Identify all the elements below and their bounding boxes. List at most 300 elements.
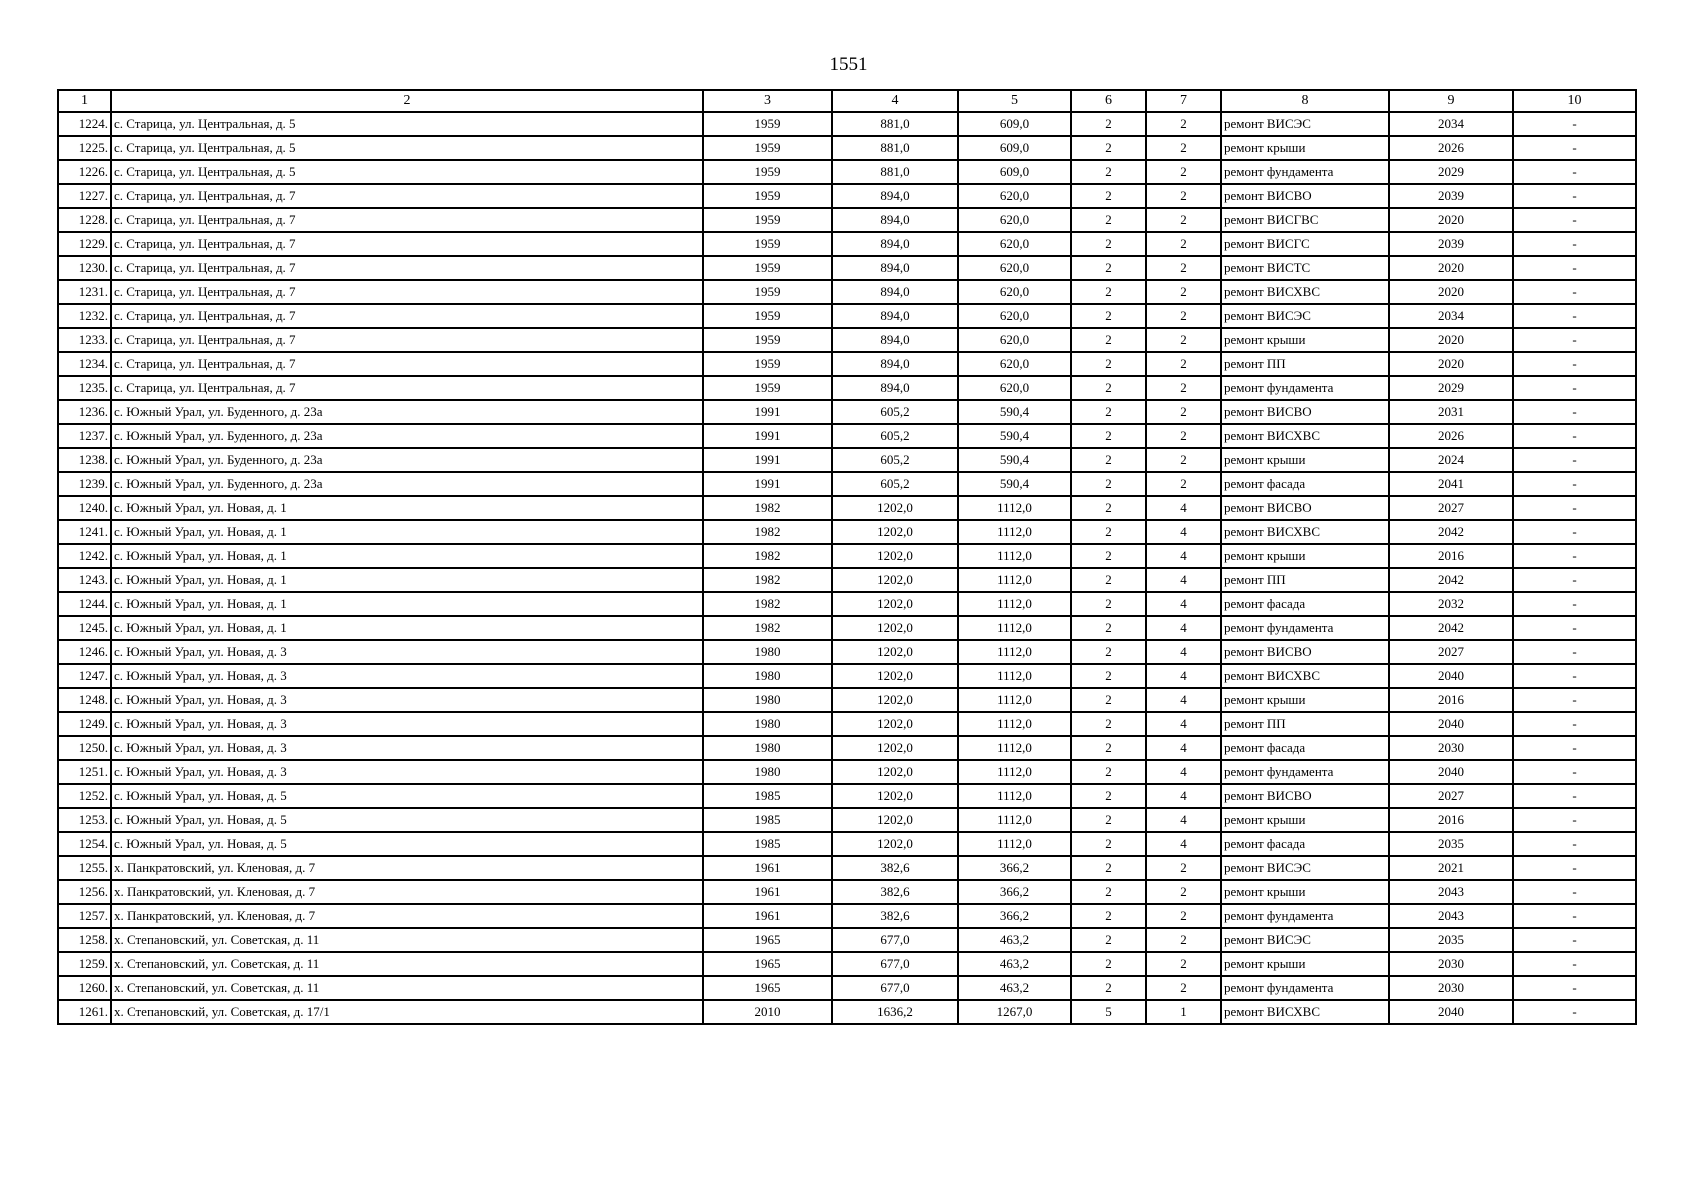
entrances-cell: 1 — [1146, 1000, 1221, 1024]
entrances-cell: 2 — [1146, 352, 1221, 376]
work-type-cell: ремонт ВИСХВС — [1221, 664, 1389, 688]
table-row — [58, 640, 1636, 664]
year-built-cell: 1982 — [703, 568, 832, 592]
entrances-cell: 2 — [1146, 280, 1221, 304]
table-row — [58, 832, 1636, 856]
planned-year-cell: 2035 — [1389, 928, 1513, 952]
column-header: 1 — [58, 90, 111, 112]
planned-year-cell: 2020 — [1389, 280, 1513, 304]
note-cell: - — [1513, 880, 1636, 904]
note-cell: - — [1513, 376, 1636, 400]
work-type-cell: ремонт фундамента — [1221, 616, 1389, 640]
address-cell: с. Старица, ул. Центральная, д. 7 — [111, 376, 703, 400]
year-built-cell: 1959 — [703, 304, 832, 328]
table-row — [58, 232, 1636, 256]
table-row — [58, 1000, 1636, 1024]
note-cell: - — [1513, 688, 1636, 712]
total-area-cell: 1202,0 — [832, 544, 958, 568]
note-cell: - — [1513, 1000, 1636, 1024]
note-cell: - — [1513, 400, 1636, 424]
living-area-cell: 463,2 — [958, 928, 1071, 952]
planned-year-cell: 2043 — [1389, 904, 1513, 928]
living-area-cell: 590,4 — [958, 424, 1071, 448]
planned-year-cell: 2034 — [1389, 304, 1513, 328]
floors-cell: 2 — [1071, 880, 1146, 904]
planned-year-cell: 2040 — [1389, 760, 1513, 784]
row-number-cell: 1242. — [58, 544, 111, 568]
entrances-cell: 2 — [1146, 232, 1221, 256]
work-type-cell: ремонт крыши — [1221, 880, 1389, 904]
table-row — [58, 880, 1636, 904]
address-cell: с. Старица, ул. Центральная, д. 7 — [111, 280, 703, 304]
table-row — [58, 904, 1636, 928]
total-area-cell: 894,0 — [832, 304, 958, 328]
floors-cell: 2 — [1071, 208, 1146, 232]
living-area-cell: 1112,0 — [958, 592, 1071, 616]
row-number-cell: 1225. — [58, 136, 111, 160]
table-row — [58, 184, 1636, 208]
address-cell: с. Южный Урал, ул. Новая, д. 1 — [111, 592, 703, 616]
note-cell: - — [1513, 952, 1636, 976]
table-row — [58, 952, 1636, 976]
entrances-cell: 2 — [1146, 952, 1221, 976]
planned-year-cell: 2020 — [1389, 352, 1513, 376]
column-header: 5 — [958, 90, 1071, 112]
entrances-cell: 2 — [1146, 160, 1221, 184]
address-cell: с. Южный Урал, ул. Новая, д. 1 — [111, 544, 703, 568]
work-type-cell: ремонт крыши — [1221, 136, 1389, 160]
table-row — [58, 928, 1636, 952]
row-number-cell: 1230. — [58, 256, 111, 280]
note-cell: - — [1513, 280, 1636, 304]
address-cell: с. Южный Урал, ул. Новая, д. 3 — [111, 664, 703, 688]
table-row — [58, 736, 1636, 760]
work-type-cell: ремонт крыши — [1221, 448, 1389, 472]
row-number-cell: 1227. — [58, 184, 111, 208]
row-number-cell: 1234. — [58, 352, 111, 376]
total-area-cell: 894,0 — [832, 328, 958, 352]
planned-year-cell: 2032 — [1389, 592, 1513, 616]
note-cell: - — [1513, 304, 1636, 328]
living-area-cell: 620,0 — [958, 280, 1071, 304]
floors-cell: 2 — [1071, 160, 1146, 184]
year-built-cell: 1980 — [703, 760, 832, 784]
table-row — [58, 976, 1636, 1000]
year-built-cell: 1959 — [703, 208, 832, 232]
entrances-cell: 4 — [1146, 616, 1221, 640]
living-area-cell: 1112,0 — [958, 784, 1071, 808]
entrances-cell: 4 — [1146, 712, 1221, 736]
entrances-cell: 2 — [1146, 208, 1221, 232]
year-built-cell: 1991 — [703, 400, 832, 424]
work-type-cell: ремонт крыши — [1221, 808, 1389, 832]
year-built-cell: 1991 — [703, 472, 832, 496]
living-area-cell: 620,0 — [958, 328, 1071, 352]
year-built-cell: 1991 — [703, 448, 832, 472]
address-cell: с. Южный Урал, ул. Новая, д. 3 — [111, 760, 703, 784]
total-area-cell: 605,2 — [832, 424, 958, 448]
work-type-cell: ремонт фундамента — [1221, 904, 1389, 928]
entrances-cell: 2 — [1146, 448, 1221, 472]
address-cell: х. Степановский, ул. Советская, д. 17/1 — [111, 1000, 703, 1024]
floors-cell: 2 — [1071, 520, 1146, 544]
entrances-cell: 2 — [1146, 976, 1221, 1000]
row-number-cell: 1245. — [58, 616, 111, 640]
planned-year-cell: 2030 — [1389, 736, 1513, 760]
year-built-cell: 1985 — [703, 832, 832, 856]
planned-year-cell: 2039 — [1389, 184, 1513, 208]
living-area-cell: 366,2 — [958, 880, 1071, 904]
total-area-cell: 1202,0 — [832, 832, 958, 856]
row-number-cell: 1228. — [58, 208, 111, 232]
address-cell: с. Южный Урал, ул. Новая, д. 3 — [111, 640, 703, 664]
total-area-cell: 1202,0 — [832, 736, 958, 760]
total-area-cell: 881,0 — [832, 112, 958, 136]
address-cell: х. Степановский, ул. Советская, д. 11 — [111, 952, 703, 976]
total-area-cell: 382,6 — [832, 880, 958, 904]
page-number: 1551 — [829, 54, 868, 75]
row-number-cell: 1231. — [58, 280, 111, 304]
row-number-cell: 1258. — [58, 928, 111, 952]
planned-year-cell: 2042 — [1389, 568, 1513, 592]
planned-year-cell: 2039 — [1389, 232, 1513, 256]
row-number-cell: 1260. — [58, 976, 111, 1000]
total-area-cell: 894,0 — [832, 184, 958, 208]
year-built-cell: 1982 — [703, 592, 832, 616]
work-type-cell: ремонт ВИСЭС — [1221, 304, 1389, 328]
planned-year-cell: 2042 — [1389, 616, 1513, 640]
entrances-cell: 2 — [1146, 136, 1221, 160]
table-row — [58, 136, 1636, 160]
year-built-cell: 1980 — [703, 712, 832, 736]
living-area-cell: 620,0 — [958, 376, 1071, 400]
address-cell: с. Старица, ул. Центральная, д. 5 — [111, 136, 703, 160]
work-type-cell: ремонт крыши — [1221, 328, 1389, 352]
row-number-cell: 1240. — [58, 496, 111, 520]
entrances-cell: 4 — [1146, 568, 1221, 592]
entrances-cell: 4 — [1146, 808, 1221, 832]
floors-cell: 2 — [1071, 400, 1146, 424]
total-area-cell: 382,6 — [832, 904, 958, 928]
address-cell: с. Южный Урал, ул. Новая, д. 1 — [111, 568, 703, 592]
floors-cell: 2 — [1071, 928, 1146, 952]
note-cell: - — [1513, 736, 1636, 760]
note-cell: - — [1513, 928, 1636, 952]
table-row — [58, 784, 1636, 808]
floors-cell: 2 — [1071, 136, 1146, 160]
entrances-cell: 4 — [1146, 520, 1221, 544]
row-number-cell: 1250. — [58, 736, 111, 760]
column-header: 3 — [703, 90, 832, 112]
column-header: 8 — [1221, 90, 1389, 112]
address-cell: с. Южный Урал, ул. Новая, д. 1 — [111, 520, 703, 544]
floors-cell: 2 — [1071, 448, 1146, 472]
planned-year-cell: 2026 — [1389, 136, 1513, 160]
address-cell: с. Старица, ул. Центральная, д. 7 — [111, 304, 703, 328]
work-type-cell: ремонт ВИСГВС — [1221, 208, 1389, 232]
table-row — [58, 544, 1636, 568]
planned-year-cell: 2029 — [1389, 376, 1513, 400]
year-built-cell: 1961 — [703, 856, 832, 880]
entrances-cell: 4 — [1146, 496, 1221, 520]
total-area-cell: 1202,0 — [832, 688, 958, 712]
entrances-cell: 4 — [1146, 640, 1221, 664]
address-cell: с. Южный Урал, ул. Новая, д. 5 — [111, 808, 703, 832]
table-row — [58, 496, 1636, 520]
living-area-cell: 620,0 — [958, 184, 1071, 208]
work-type-cell: ремонт фасада — [1221, 592, 1389, 616]
total-area-cell: 1202,0 — [832, 616, 958, 640]
column-header: 6 — [1071, 90, 1146, 112]
row-number-cell: 1261. — [58, 1000, 111, 1024]
work-type-cell: ремонт ВИСВО — [1221, 400, 1389, 424]
floors-cell: 2 — [1071, 328, 1146, 352]
planned-year-cell: 2027 — [1389, 496, 1513, 520]
table-row — [58, 856, 1636, 880]
total-area-cell: 894,0 — [832, 280, 958, 304]
year-built-cell: 1982 — [703, 544, 832, 568]
entrances-cell: 4 — [1146, 832, 1221, 856]
row-number-cell: 1255. — [58, 856, 111, 880]
year-built-cell: 1959 — [703, 112, 832, 136]
work-type-cell: ремонт ВИСВО — [1221, 640, 1389, 664]
year-built-cell: 1982 — [703, 520, 832, 544]
living-area-cell: 1112,0 — [958, 496, 1071, 520]
note-cell: - — [1513, 760, 1636, 784]
row-number-cell: 1254. — [58, 832, 111, 856]
year-built-cell: 1959 — [703, 136, 832, 160]
row-number-cell: 1229. — [58, 232, 111, 256]
table-row — [58, 592, 1636, 616]
floors-cell: 2 — [1071, 784, 1146, 808]
planned-year-cell: 2020 — [1389, 328, 1513, 352]
entrances-cell: 4 — [1146, 784, 1221, 808]
work-type-cell: ремонт ВИСВО — [1221, 784, 1389, 808]
row-number-cell: 1244. — [58, 592, 111, 616]
floors-cell: 2 — [1071, 544, 1146, 568]
address-cell: с. Южный Урал, ул. Новая, д. 1 — [111, 616, 703, 640]
row-number-cell: 1224. — [58, 112, 111, 136]
note-cell: - — [1513, 784, 1636, 808]
planned-year-cell: 2027 — [1389, 640, 1513, 664]
floors-cell: 2 — [1071, 256, 1146, 280]
entrances-cell: 2 — [1146, 256, 1221, 280]
year-built-cell: 1980 — [703, 736, 832, 760]
floors-cell: 2 — [1071, 352, 1146, 376]
table-row — [58, 448, 1636, 472]
planned-year-cell: 2040 — [1389, 1000, 1513, 1024]
table-body — [58, 90, 1636, 1024]
floors-cell: 2 — [1071, 640, 1146, 664]
year-built-cell: 1982 — [703, 616, 832, 640]
address-cell: х. Панкратовский, ул. Кленовая, д. 7 — [111, 880, 703, 904]
planned-year-cell: 2026 — [1389, 424, 1513, 448]
work-type-cell: ремонт ВИСВО — [1221, 184, 1389, 208]
total-area-cell: 1202,0 — [832, 712, 958, 736]
living-area-cell: 620,0 — [958, 304, 1071, 328]
row-number-cell: 1235. — [58, 376, 111, 400]
address-cell: х. Степановский, ул. Советская, д. 11 — [111, 976, 703, 1000]
floors-cell: 2 — [1071, 712, 1146, 736]
year-built-cell: 1985 — [703, 784, 832, 808]
total-area-cell: 894,0 — [832, 352, 958, 376]
year-built-cell: 1980 — [703, 664, 832, 688]
address-cell: с. Старица, ул. Центральная, д. 7 — [111, 352, 703, 376]
floors-cell: 2 — [1071, 904, 1146, 928]
total-area-cell: 1202,0 — [832, 496, 958, 520]
table-row — [58, 400, 1636, 424]
entrances-cell: 2 — [1146, 424, 1221, 448]
entrances-cell: 2 — [1146, 472, 1221, 496]
work-type-cell: ремонт ВИСТС — [1221, 256, 1389, 280]
work-type-cell: ремонт крыши — [1221, 544, 1389, 568]
row-number-cell: 1256. — [58, 880, 111, 904]
planned-year-cell: 2016 — [1389, 808, 1513, 832]
living-area-cell: 590,4 — [958, 448, 1071, 472]
floors-cell: 2 — [1071, 760, 1146, 784]
row-number-cell: 1226. — [58, 160, 111, 184]
work-type-cell: ремонт ВИСХВС — [1221, 280, 1389, 304]
total-area-cell: 1202,0 — [832, 808, 958, 832]
year-built-cell: 1980 — [703, 688, 832, 712]
total-area-cell: 677,0 — [832, 952, 958, 976]
total-area-cell: 1202,0 — [832, 568, 958, 592]
planned-year-cell: 2029 — [1389, 160, 1513, 184]
living-area-cell: 1112,0 — [958, 760, 1071, 784]
table-row — [58, 688, 1636, 712]
address-cell: х. Панкратовский, ул. Кленовая, д. 7 — [111, 904, 703, 928]
work-type-cell: ремонт ВИСХВС — [1221, 424, 1389, 448]
note-cell: - — [1513, 496, 1636, 520]
living-area-cell: 609,0 — [958, 112, 1071, 136]
floors-cell: 2 — [1071, 376, 1146, 400]
floors-cell: 2 — [1071, 688, 1146, 712]
total-area-cell: 677,0 — [832, 928, 958, 952]
address-cell: с. Старица, ул. Центральная, д. 7 — [111, 256, 703, 280]
note-cell: - — [1513, 976, 1636, 1000]
living-area-cell: 1112,0 — [958, 688, 1071, 712]
year-built-cell: 1980 — [703, 640, 832, 664]
planned-year-cell: 2040 — [1389, 664, 1513, 688]
address-cell: с. Южный Урал, ул. Буденного, д. 23а — [111, 448, 703, 472]
note-cell: - — [1513, 664, 1636, 688]
note-cell: - — [1513, 160, 1636, 184]
total-area-cell: 1636,2 — [832, 1000, 958, 1024]
floors-cell: 2 — [1071, 616, 1146, 640]
address-cell: с. Старица, ул. Центральная, д. 7 — [111, 208, 703, 232]
year-built-cell: 1959 — [703, 376, 832, 400]
floors-cell: 2 — [1071, 112, 1146, 136]
entrances-cell: 2 — [1146, 328, 1221, 352]
note-cell: - — [1513, 352, 1636, 376]
address-cell: с. Старица, ул. Центральная, д. 5 — [111, 160, 703, 184]
work-type-cell: ремонт фундамента — [1221, 760, 1389, 784]
floors-cell: 2 — [1071, 952, 1146, 976]
living-area-cell: 1112,0 — [958, 568, 1071, 592]
planned-year-cell: 2030 — [1389, 952, 1513, 976]
work-type-cell: ремонт ВИСЭС — [1221, 928, 1389, 952]
planned-year-cell: 2021 — [1389, 856, 1513, 880]
note-cell: - — [1513, 232, 1636, 256]
entrances-cell: 2 — [1146, 400, 1221, 424]
entrances-cell: 2 — [1146, 184, 1221, 208]
entrances-cell: 4 — [1146, 760, 1221, 784]
column-number-header-row — [58, 90, 1636, 112]
row-number-cell: 1257. — [58, 904, 111, 928]
row-number-cell: 1243. — [58, 568, 111, 592]
planned-year-cell: 2024 — [1389, 448, 1513, 472]
year-built-cell: 1985 — [703, 808, 832, 832]
floors-cell: 2 — [1071, 976, 1146, 1000]
living-area-cell: 463,2 — [958, 952, 1071, 976]
row-number-cell: 1236. — [58, 400, 111, 424]
entrances-cell: 2 — [1146, 904, 1221, 928]
table-row — [58, 208, 1636, 232]
floors-cell: 2 — [1071, 856, 1146, 880]
table-row — [58, 160, 1636, 184]
total-area-cell: 1202,0 — [832, 520, 958, 544]
note-cell: - — [1513, 472, 1636, 496]
address-cell: с. Южный Урал, ул. Новая, д. 5 — [111, 784, 703, 808]
total-area-cell: 382,6 — [832, 856, 958, 880]
note-cell: - — [1513, 856, 1636, 880]
table-row — [58, 616, 1636, 640]
note-cell: - — [1513, 808, 1636, 832]
planned-year-cell: 2020 — [1389, 208, 1513, 232]
entrances-cell: 4 — [1146, 592, 1221, 616]
work-type-cell: ремонт фасада — [1221, 472, 1389, 496]
floors-cell: 2 — [1071, 424, 1146, 448]
living-area-cell: 620,0 — [958, 208, 1071, 232]
work-type-cell: ремонт ПП — [1221, 568, 1389, 592]
year-built-cell: 1991 — [703, 424, 832, 448]
year-built-cell: 1959 — [703, 160, 832, 184]
living-area-cell: 1267,0 — [958, 1000, 1071, 1024]
address-cell: с. Старица, ул. Центральная, д. 7 — [111, 184, 703, 208]
table-row — [58, 760, 1636, 784]
address-cell: с. Южный Урал, ул. Буденного, д. 23а — [111, 400, 703, 424]
floors-cell: 2 — [1071, 496, 1146, 520]
floors-cell: 2 — [1071, 808, 1146, 832]
address-cell: с. Южный Урал, ул. Новая, д. 5 — [111, 832, 703, 856]
note-cell: - — [1513, 328, 1636, 352]
row-number-cell: 1241. — [58, 520, 111, 544]
work-type-cell: ремонт ПП — [1221, 352, 1389, 376]
total-area-cell: 1202,0 — [832, 784, 958, 808]
floors-cell: 2 — [1071, 184, 1146, 208]
column-header: 9 — [1389, 90, 1513, 112]
table-row — [58, 112, 1636, 136]
living-area-cell: 366,2 — [958, 856, 1071, 880]
planned-year-cell: 2020 — [1389, 256, 1513, 280]
row-number-cell: 1251. — [58, 760, 111, 784]
note-cell: - — [1513, 568, 1636, 592]
year-built-cell: 1982 — [703, 496, 832, 520]
floors-cell: 2 — [1071, 568, 1146, 592]
year-built-cell: 1965 — [703, 952, 832, 976]
work-type-cell: ремонт ВИСГС — [1221, 232, 1389, 256]
row-number-cell: 1237. — [58, 424, 111, 448]
total-area-cell: 1202,0 — [832, 664, 958, 688]
row-number-cell: 1248. — [58, 688, 111, 712]
year-built-cell: 1959 — [703, 280, 832, 304]
table-row — [58, 256, 1636, 280]
total-area-cell: 881,0 — [832, 136, 958, 160]
address-cell: с. Южный Урал, ул. Буденного, д. 23а — [111, 472, 703, 496]
note-cell: - — [1513, 544, 1636, 568]
repair-schedule-table — [57, 89, 1637, 1025]
planned-year-cell: 2030 — [1389, 976, 1513, 1000]
